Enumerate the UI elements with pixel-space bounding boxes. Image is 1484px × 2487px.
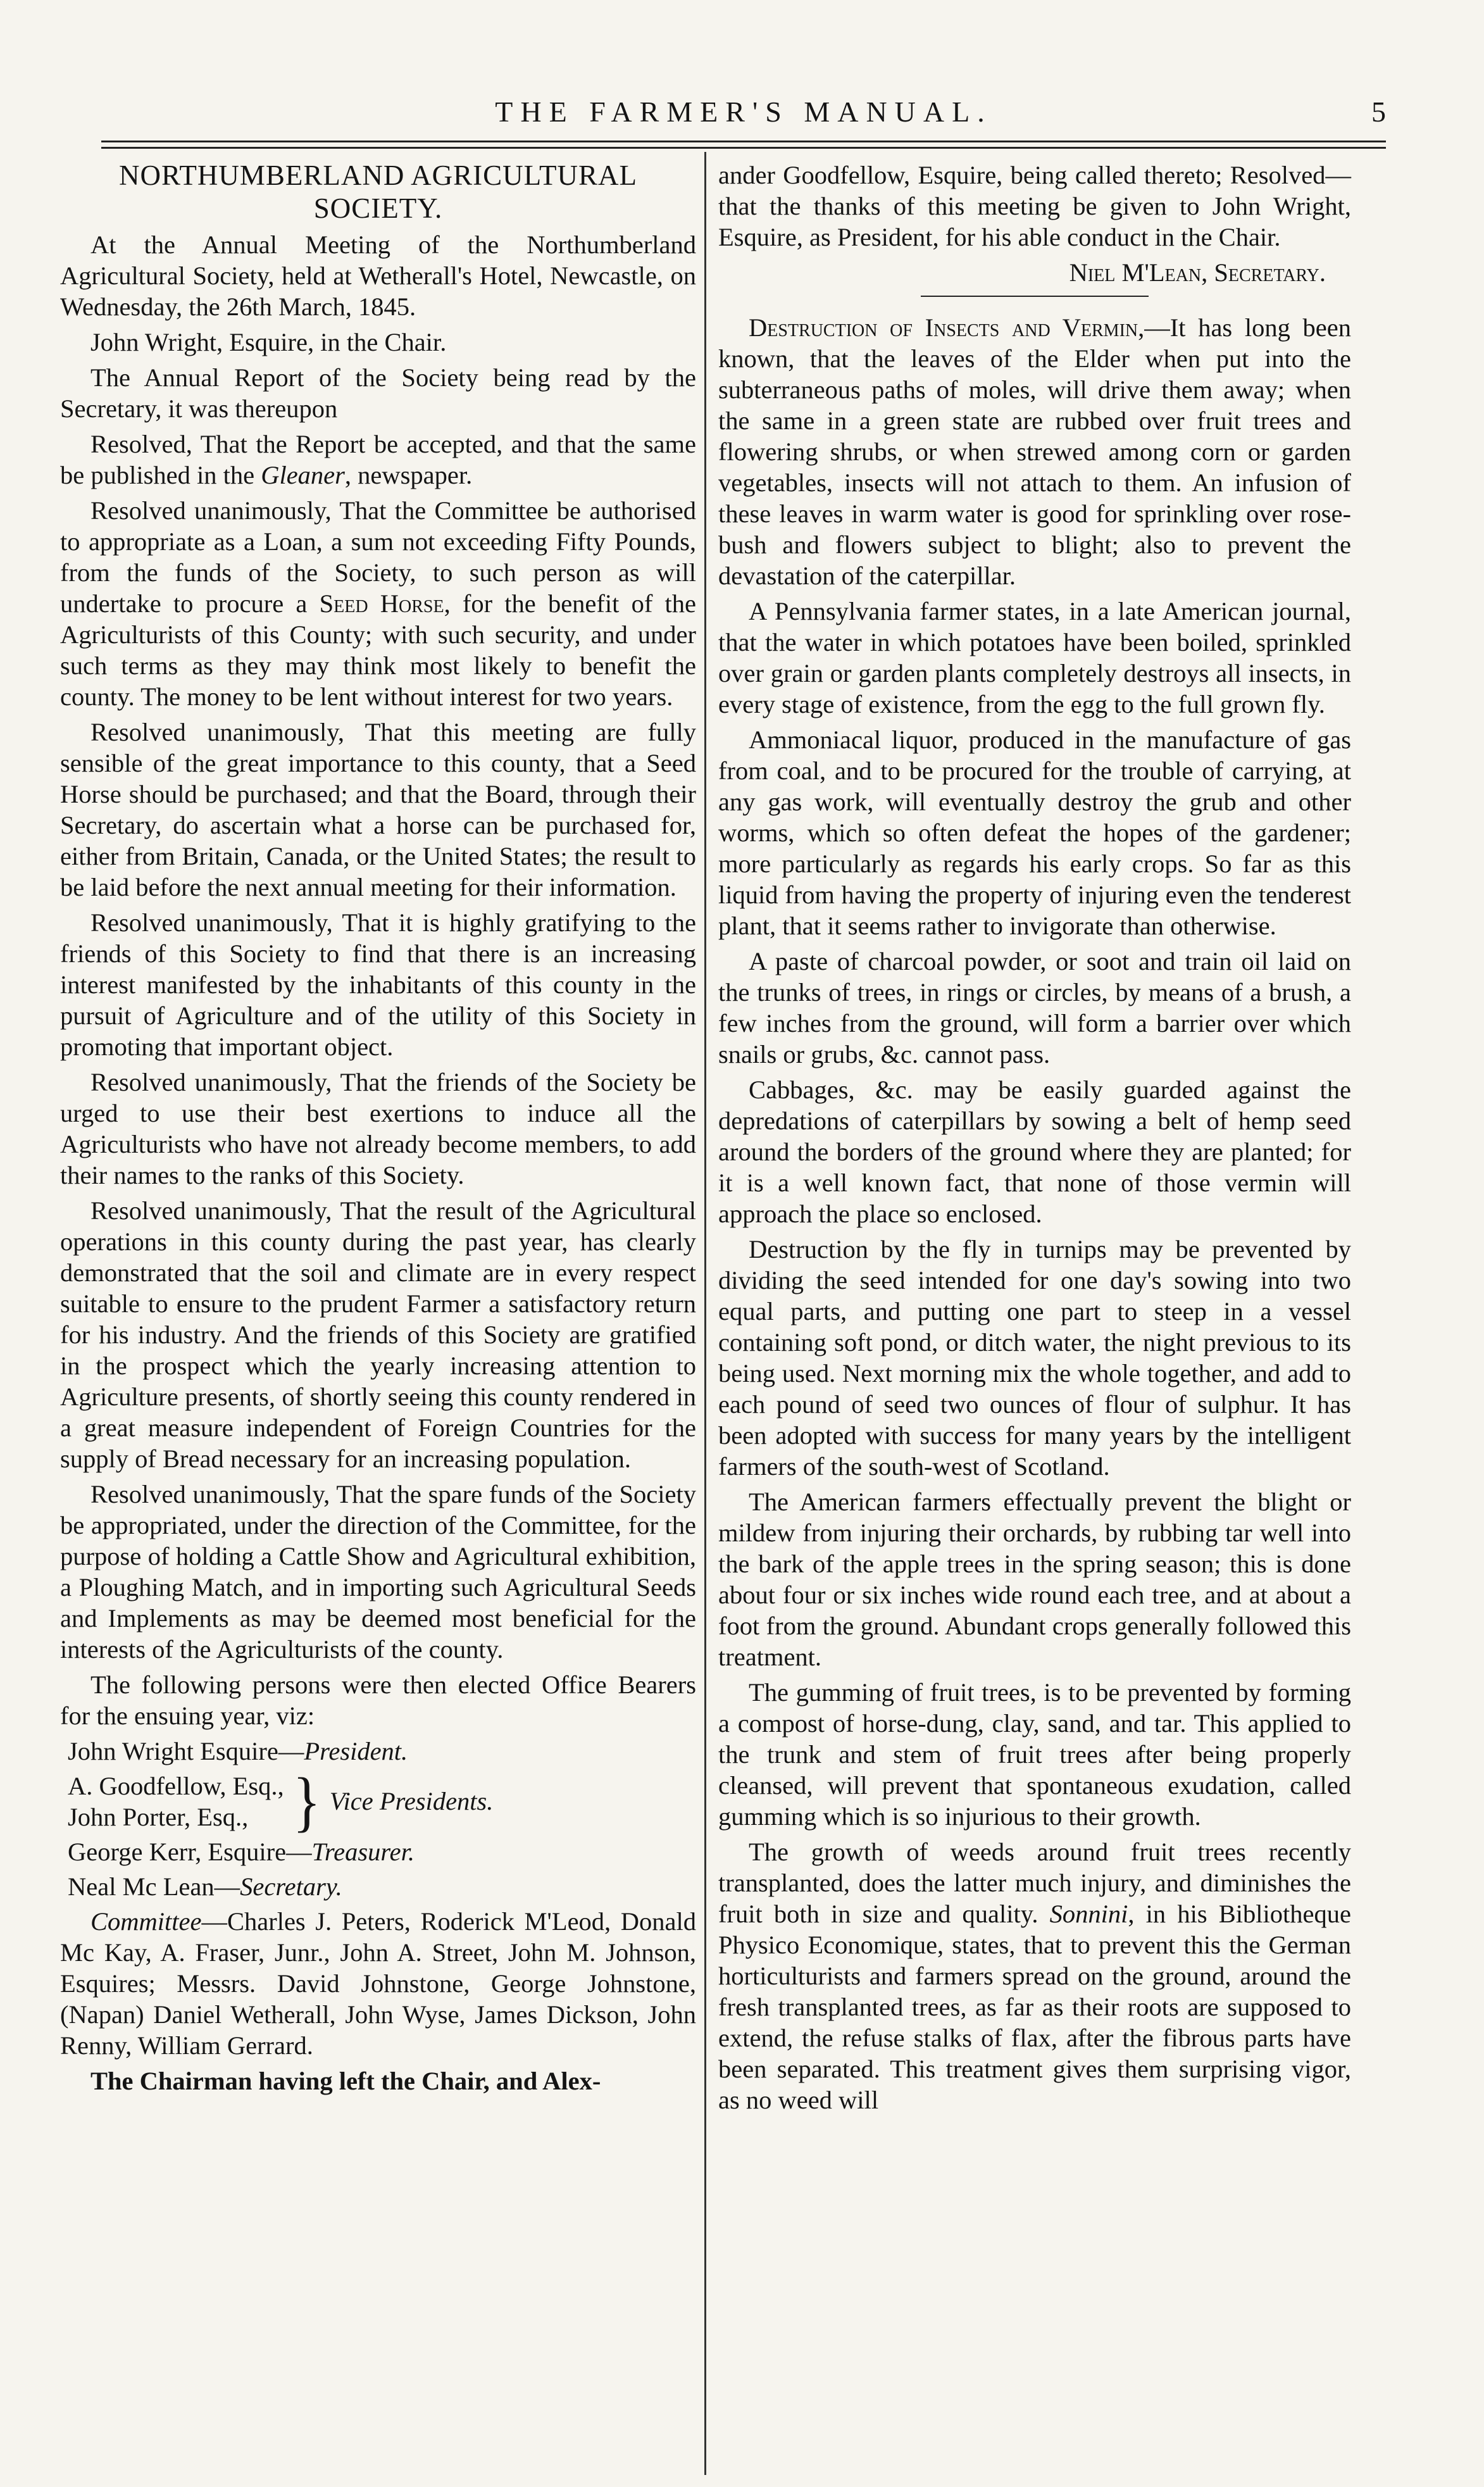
weeds-text-end: , in his Bibliotheque Physico Economique, states, that to prevent this the German horticulturists and farmers spread on the ground, around the fresh transplanted trees, as far as their roots are supposed to extend, the refuse stalks of flax, after the fibrous parts have been separated. This treatment gives them surprising vigor, as no weed will [718,1900,1351,2114]
resolution-loan-end: , for the benefit of the Agriculturists of this County; with such security, and under such terms as they may think most likely to benefit the county. The money to be lent without interest for two years. [60,589,697,711]
resolution-loan-text: Resolved unanimously, That the Committee be authorised to appropriate as a Loan, a sum not exceeding Fifty Pounds, from the funds of the Society, to such person as will undertake to procure a [60,496,696,618]
meeting-intro: At the Annual Meeting of the Northumberland Agricultural Society, held at Wetherall's Hotel, Newcastle, on Wednesday, the 26th March, 1845. [60,230,696,321]
president-line [60,1736,696,1767]
treasurer-name: George Kerr, Esquire— [68,1837,312,1866]
treasurer-role: Treasurer. [311,1837,415,1866]
chair-line: John Wright, Esquire, in the Chair. [90,327,447,356]
vice-presidents [60,1763,696,1839]
ammoniacal-paragraph: Ammoniacal liquor, produced in the manufacture of gas from coal, and to be procured for the trouble of carrying, at any gas work, will eventually destroy the grub and other worms, which so often defeat the hopes of the gardener; more particularly as regards his early crops. So far as this liquid from having the property of injuring even the tenderest plant, that it seems rather to invigorate than otherwise. [718,725,1351,940]
resolution-seed-horse: Resolved unanimously, That this meeting are fully sensible of the great importance to this county, that a Seed Horse should be purchased; and that the Board, through their Secretary, do ascertain what a horse can be purchased for, either from Britain, Canada, or the United States; the result to be laid before the next annual meeting for their information. [60,717,696,901]
destruction-text: —It has long been known, that the leaves of the Elder when put into the subterraneous paths of moles, will drive them away; when the same in a green state are rubbed over fruit trees and flowering shrubs, or when strewed among corn or garden vegetables, insects will not attach to them. An infusion of these leaves in warm water is good for sprinkling over rose-bush and flowers subject to blight; also to prevent the devastation of the caterpillar. [718,313,1351,590]
chairman-left-paragraph: The Chairman having left the Chair, and Alex- [90,2066,601,2095]
gleaner-name: Gleaner [261,460,345,489]
running-header [101,95,1386,133]
secretary-name: Neal Mc Lean— [68,1872,240,1901]
resolution-interest: Resolved unanimously, That it is highly gratifying to the friends of this Society to find that there is an increasing interest manifested by the inhabitants of this county in the pursuit of Agriculture and of the utility of this Society in promoting that important object. [60,908,696,1061]
running-title: THE FARMER'S MANUAL. [495,96,992,128]
vice-presidents-role: Vice Presidents. [329,1787,494,1815]
american-farmers-paragraph: The American farmers effectually prevent the blight or mildew from injuring their orchards, by rubbing tar well into the bark of the apple trees in the spring season; this is done about four or six inches wide round each tree, and at about a foot from the ground. Abundant crops generally followed this treatment. [718,1488,1351,1671]
secretary-signature: Niel M'Lean, Secretary. [1069,258,1326,287]
cabbage-paragraph: Cabbages, &c. may be easily guarded against the depredations of caterpillars by sowing a belt of hemp seed around the borders of the ground where they are planted; for it is a well known fact, that none of those vermin will approach the place so enclosed. [718,1075,1351,1228]
vice-president-names [68,1770,284,1832]
secretary-role: Secretary. [240,1872,342,1901]
turnip-fly-paragraph: Destruction by the fly in turnips may be prevented by dividing the seed intended for one day's sowing into two equal parts, and putting one part to steep in a vessel containing soft pond, or ditch water, the night previous to its being used. Next morning mix the whole together, and add to each pound of seed two ounces of flour of sulphur. It has been adopted with success for many years by the intelligent farmers of the south-west of Scotland. [718,1235,1351,1481]
resolution-funds: Resolved unanimously, That the spare funds of the Society be appropriated, under the direction of the Committee, for the purpose of holding a Cattle Show and Agricultural exhibition, a Ploughing Match, and in importing such Agricultural Seeds and Implements as may be deemed most beneficial for the interests of the Agriculturists of the county. [60,1479,696,1663]
elected-intro: The following persons were then elected Office Bearers for the ensuing year, viz: [60,1670,696,1730]
page-number: 5 [1371,96,1386,128]
president-role: President. [304,1736,408,1765]
resolution-members: Resolved unanimously, That the friends of the Society be urged to use their best exertions to induce all the Agriculturists who have not already become members, to add their names to the ranks of this Society. [60,1067,696,1189]
column-divider [704,152,706,2475]
left-column [60,160,696,2101]
header-rule-bottom [101,147,1386,149]
seed-horse-term: Seed Horse [319,589,444,618]
secretary-line [60,1871,696,1902]
destruction-heading: Destruction of Insects and Vermin, [749,313,1145,342]
charcoal-paragraph: A paste of charcoal powder, or soot and train oil laid on the trunks of trees, in rings or circles, by means of a brush, a few inches from the ground, will form a barrier over which snails or grubs, &c. cannot pass. [718,947,1351,1068]
resolution-loan [60,495,696,712]
brace-icon: } [292,1763,321,1839]
vice-president-2: John Porter, Esq., [68,1802,249,1831]
president-name: John Wright Esquire— [68,1736,304,1765]
treasurer-line [60,1836,696,1867]
committee-paragraph [60,1906,696,2061]
header-rule-top [101,141,1386,142]
weeds-paragraph [718,1836,1351,2115]
resolution-report [60,429,696,491]
gumming-paragraph: The gumming of fruit trees, is to be prevented by forming a compost of horse-dung, clay, sand, and tar. This applied to the trunk and stem of fruit trees after being properly cleansed, will prevent that spontaneous exudation, called gumming which is so injurious to their growth. [718,1678,1351,1831]
section-divider [921,296,1149,297]
vice-president-1: A. Goodfellow, Esq., [68,1771,284,1800]
society-heading: NORTHUMBERLAND AGRICULTURAL SOCIETY. [119,160,637,224]
committee-members: —Charles J. Peters, Roderick M'Leod, Donald Mc Kay, A. Fraser, Junr., John A. Street, John M. Johnson, Esquires; Messrs. David Johnstone, George Johnstone, (Napan) Daniel Wetherall, John Wyse, James Dickson, John Renny, William Gerrard. [60,1907,696,2060]
right-column [718,160,1351,2120]
sonnini-name: Sonnini [1049,1900,1128,1928]
pennsylvania-paragraph: A Pennsylvania farmer states, in a late American journal, that the water in which potatoes have been boiled, sprinkled over grain or garden plants completely destroys all insects, in every stage of existence, from the egg to the full grown fly. [718,597,1351,718]
resolution-report-text: Resolved, That the Report be accepted, and that the same be published in the [60,429,696,489]
resolution-results: Resolved unanimously, That the result of the Agricultural operations in this county during the past year, has clearly demonstrated that the soil and climate are in every respect suitable to ensure to the prudent Farmer a satisfactory return for his industry. And the friends of this Society are gratified in the prospect which the yearly increasing attention to Agriculture presents, of shortly seeing this county rendered in a great measure independent of Foreign Countries for the supply of Bread necessary for an increasing population. [60,1196,696,1473]
committee-label: Committee [90,1907,202,1936]
meeting-continuation: ander Goodfellow, Esquire, being called thereto; Resolved—that the thanks of this meeting be given to John Wright, Esquire, as President, for his able conduct in the Chair. [718,161,1351,251]
resolution-report-end: , newspaper. [344,460,473,489]
weeds-text: The growth of weeds around fruit trees recently transplanted, does the latter much injury, and diminishes the fruit both in size and quality. [718,1838,1351,1928]
destruction-insects-paragraph [718,312,1351,591]
report-paragraph: The Annual Report of the Society being read by the Secretary, it was thereupon [60,363,696,423]
